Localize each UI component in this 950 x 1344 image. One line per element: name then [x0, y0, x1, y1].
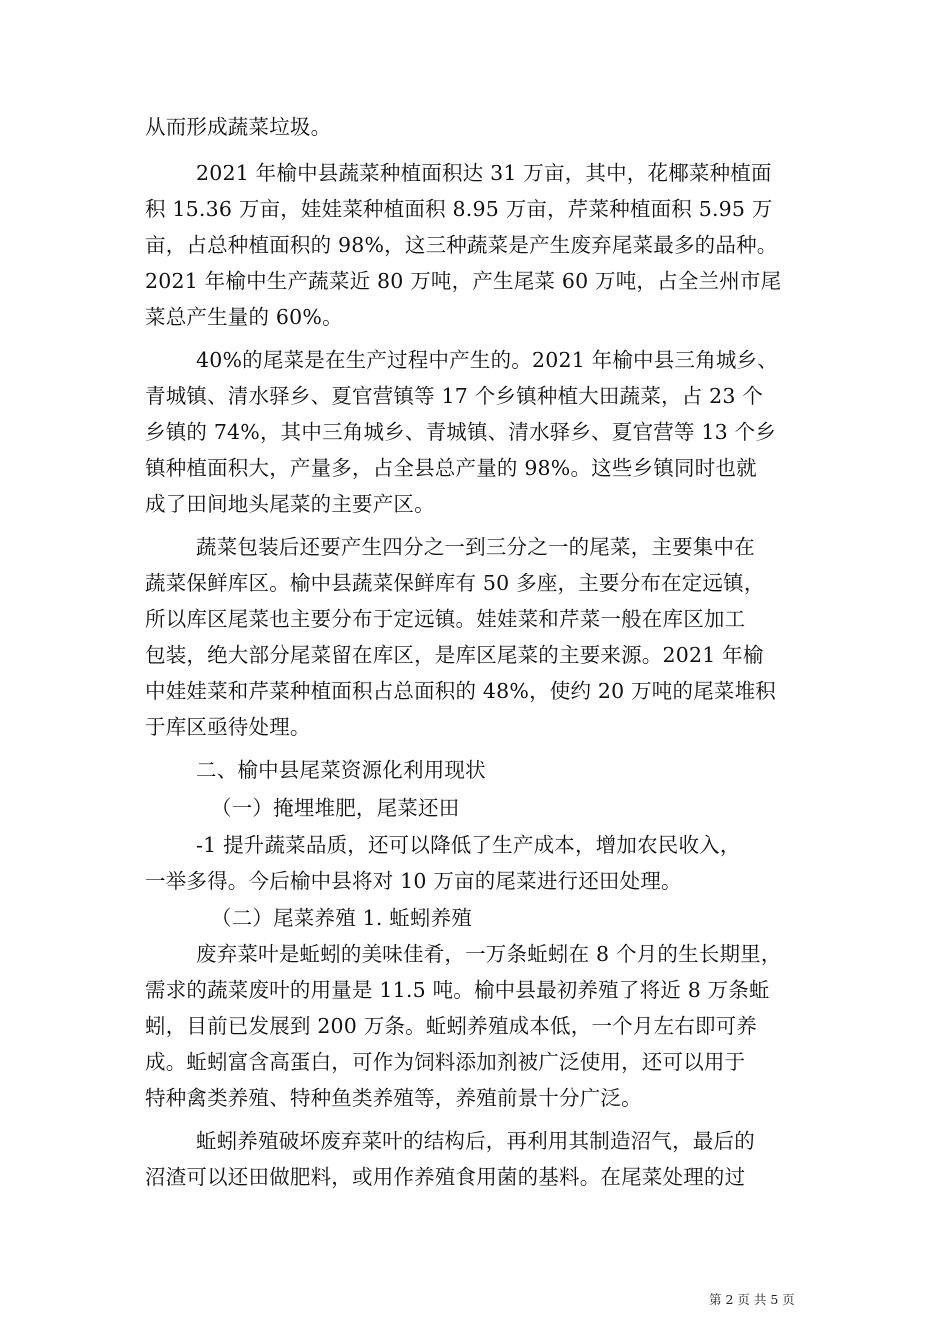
text-line: 所以库区尾菜也主要分布于定远镇。娃娃菜和芹菜一般在库区加工 — [145, 607, 746, 631]
text-line: 2021 年榆中县蔬菜种植面积达 31 万亩，其中，花椰菜种植面 — [196, 161, 772, 185]
subsection-heading: （一）掩埋堆肥，尾菜还田 — [211, 796, 460, 820]
text-line: 于库区亟待处理。 — [145, 715, 311, 739]
text-line: 蔬菜包装后还要产生四分之一到三分之一的尾菜，主要集中在 — [196, 535, 755, 559]
text-line: 沼渣可以还田做肥料，或用作养殖食用菌的基料。在尾菜处理的过 — [145, 1165, 746, 1189]
text-line: 积 15.36 万亩，娃娃菜种植面积 8.95 万亩，芹菜种植面积 5.95 万 — [145, 197, 773, 221]
text-line: 中娃娃菜和芹菜种植面积占总面积的 48%，使约 20 万吨的尾菜堆积 — [145, 679, 776, 703]
text-line: 菜总产生量的 60%。 — [145, 305, 343, 329]
text-line: 一举多得。今后榆中县将对 10 万亩的尾菜进行还田处理。 — [145, 869, 682, 893]
text-line: 亩，占总种植面积的 98%，这三种蔬菜是产生废弃尾菜最多的品种。 — [145, 233, 778, 257]
text-line: 乡镇的 74%，其中三角城乡、青城镇、清水驿乡、夏官营等 13 个乡 — [145, 420, 776, 444]
text-line: -1 提升蔬菜品质，还可以降低了生产成本，增加农民收入， — [196, 833, 741, 857]
subsection-heading: （二）尾菜养殖 1. 蚯蚓养殖 — [211, 906, 473, 930]
text-line: 镇种植面积大，产量多，占全县总产量的 98%。这些乡镇同时也就 — [145, 456, 757, 480]
text-line: 40%的尾菜是在生产过程中产生的。2021 年榆中县三角城乡、 — [196, 348, 778, 372]
text-line: 废弃菜叶是蚯蚓的美味佳肴，一万条蚯蚓在 8 个月的生长期里， — [196, 942, 782, 966]
page-number: 第 2 页 共 5 页 — [709, 1292, 795, 1307]
text-line: 成。蚯蚓富含高蛋白，可作为饲料添加剂被广泛使用，还可以用于 — [145, 1050, 746, 1074]
text-line: 2021 年榆中生产蔬菜近 80 万吨，产生尾菜 60 万吨，占全兰州市尾 — [145, 269, 782, 293]
text-line: 蚓，目前已发展到 200 万条。蚯蚓养殖成本低，一个月左右即可养 — [145, 1014, 758, 1038]
text-line: 从而形成蔬菜垃圾。 — [145, 115, 332, 139]
text-line: 成了田间地头尾菜的主要产区。 — [145, 492, 435, 516]
text-line: 特种禽类养殖、特种鱼类养殖等，养殖前景十分广泛。 — [145, 1086, 642, 1110]
text-line: 需求的蔬菜废叶的用量是 11.5 吨。榆中县最初养殖了将近 8 万条蚯 — [145, 978, 770, 1002]
text-line: 蔬菜保鲜库区。榆中县蔬菜保鲜库有 50 多座，主要分布在定远镇， — [145, 571, 765, 595]
text-line: 青城镇、清水驿乡、夏官营镇等 17 个乡镇种植大田蔬菜，占 23 个 — [145, 384, 764, 408]
text-line: 包装，绝大部分尾菜留在库区，是库区尾菜的主要来源。2021 年榆 — [145, 643, 764, 667]
section-heading: 二、榆中县尾菜资源化利用现状 — [196, 758, 486, 782]
text-line: 蚯蚓养殖破坏废弃菜叶的结构后，再利用其制造沼气，最后的 — [196, 1129, 755, 1153]
